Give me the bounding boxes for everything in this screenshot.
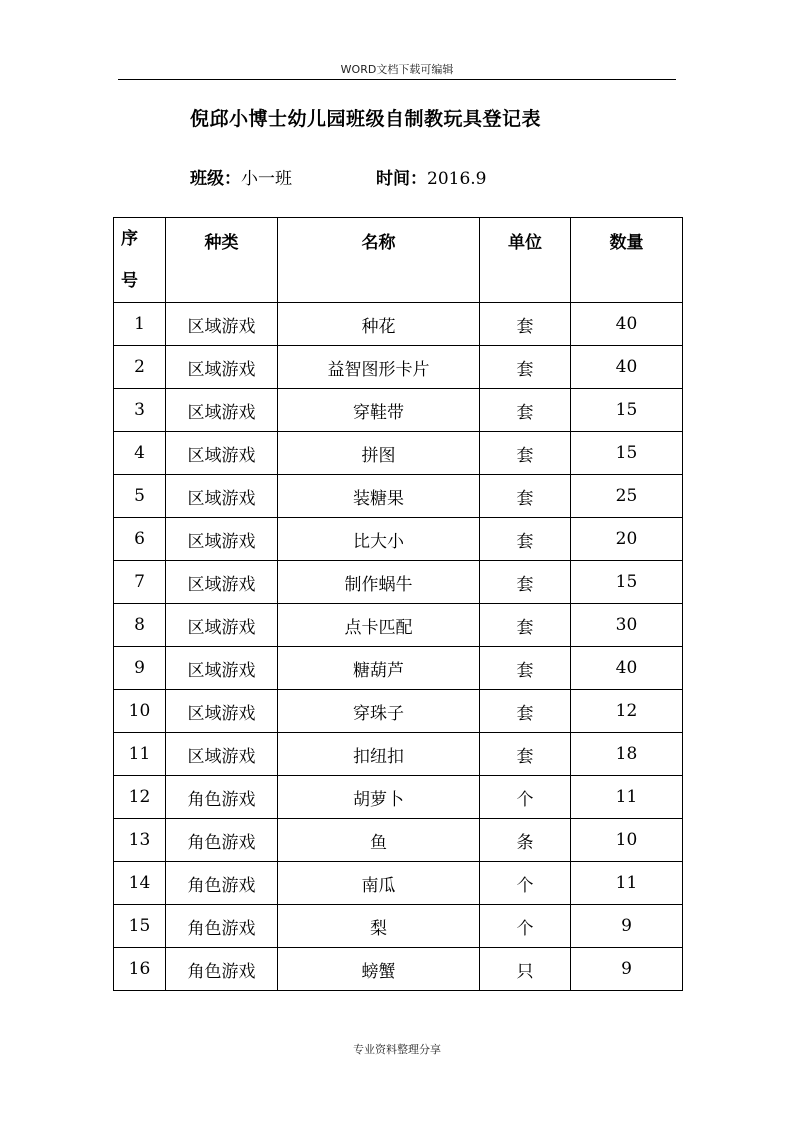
cell-seq: 11	[114, 733, 166, 776]
cell-type: 角色游戏	[166, 862, 278, 905]
table-header-row	[114, 218, 683, 303]
table-row	[114, 690, 683, 733]
cell-type: 区域游戏	[166, 561, 278, 604]
cell-seq: 16	[114, 948, 166, 991]
cell-seq: 2	[114, 346, 166, 389]
cell-name: 益智图形卡片	[278, 346, 480, 389]
cell-name: 扣纽扣	[278, 733, 480, 776]
cell-type: 区域游戏	[166, 303, 278, 346]
cell-seq: 6	[114, 518, 166, 561]
cell-seq: 4	[114, 432, 166, 475]
cell-qty: 15	[571, 432, 683, 475]
table-row	[114, 733, 683, 776]
table-row	[114, 776, 683, 819]
cell-seq: 5	[114, 475, 166, 518]
cell-qty: 9	[571, 948, 683, 991]
cell-name: 种花	[278, 303, 480, 346]
class-label: 班级：	[190, 169, 241, 189]
cell-unit: 套	[480, 518, 571, 561]
cell-name: 穿珠子	[278, 690, 480, 733]
cell-seq: 7	[114, 561, 166, 604]
time-group	[376, 164, 486, 189]
cell-qty: 10	[571, 819, 683, 862]
cell-qty: 11	[571, 862, 683, 905]
table-row	[114, 303, 683, 346]
cell-name: 南瓜	[278, 862, 480, 905]
cell-type: 区域游戏	[166, 604, 278, 647]
cell-unit: 套	[480, 432, 571, 475]
cell-qty: 40	[571, 303, 683, 346]
cell-unit: 个	[480, 776, 571, 819]
cell-name: 点卡匹配	[278, 604, 480, 647]
cell-unit: 套	[480, 389, 571, 432]
cell-qty: 9	[571, 905, 683, 948]
table-row	[114, 862, 683, 905]
cell-unit: 套	[480, 733, 571, 776]
page-header: WORD文档下载可编辑	[340, 63, 454, 76]
cell-qty: 11	[571, 776, 683, 819]
cell-unit: 套	[480, 475, 571, 518]
table-row	[114, 561, 683, 604]
header-rule	[118, 79, 676, 80]
cell-type: 区域游戏	[166, 647, 278, 690]
cell-seq: 13	[114, 819, 166, 862]
cell-type: 角色游戏	[166, 819, 278, 862]
table-row	[114, 389, 683, 432]
cell-unit: 套	[480, 604, 571, 647]
cell-type: 角色游戏	[166, 776, 278, 819]
time-value: 2016.9	[427, 169, 487, 189]
cell-unit: 套	[480, 690, 571, 733]
table-row	[114, 604, 683, 647]
cell-name: 比大小	[278, 518, 480, 561]
header-type: 种类	[166, 218, 278, 303]
cell-unit: 套	[480, 561, 571, 604]
cell-name: 拼图	[278, 432, 480, 475]
time-label: 时间：	[376, 169, 427, 189]
page-footer: 专业资料整理分享	[353, 1043, 441, 1056]
cell-type: 区域游戏	[166, 690, 278, 733]
table-row	[114, 647, 683, 690]
cell-type: 区域游戏	[166, 475, 278, 518]
toy-register-table	[113, 217, 683, 991]
class-time-line	[190, 164, 487, 189]
cell-qty: 40	[571, 346, 683, 389]
cell-name: 糖葫芦	[278, 647, 480, 690]
cell-type: 区域游戏	[166, 518, 278, 561]
cell-type: 角色游戏	[166, 905, 278, 948]
cell-seq: 14	[114, 862, 166, 905]
table-row	[114, 346, 683, 389]
header-name: 名称	[278, 218, 480, 303]
cell-unit: 只	[480, 948, 571, 991]
cell-seq: 12	[114, 776, 166, 819]
table-row	[114, 948, 683, 991]
cell-seq: 15	[114, 905, 166, 948]
cell-qty: 20	[571, 518, 683, 561]
cell-qty: 12	[571, 690, 683, 733]
cell-name: 装糖果	[278, 475, 480, 518]
cell-seq: 8	[114, 604, 166, 647]
cell-name: 穿鞋带	[278, 389, 480, 432]
cell-unit: 套	[480, 346, 571, 389]
cell-name: 梨	[278, 905, 480, 948]
cell-qty: 15	[571, 389, 683, 432]
cell-unit: 套	[480, 303, 571, 346]
cell-type: 区域游戏	[166, 432, 278, 475]
table-row	[114, 432, 683, 475]
table-row	[114, 475, 683, 518]
cell-unit: 个	[480, 905, 571, 948]
cell-name: 螃蟹	[278, 948, 480, 991]
cell-qty: 40	[571, 647, 683, 690]
cell-qty: 15	[571, 561, 683, 604]
cell-unit: 套	[480, 647, 571, 690]
cell-unit: 个	[480, 862, 571, 905]
cell-type: 角色游戏	[166, 948, 278, 991]
cell-seq: 3	[114, 389, 166, 432]
cell-type: 区域游戏	[166, 733, 278, 776]
cell-qty: 30	[571, 604, 683, 647]
cell-unit: 条	[480, 819, 571, 862]
cell-name: 鱼	[278, 819, 480, 862]
class-value: 小一班	[241, 169, 292, 189]
document-title: 倪邱小博士幼儿园班级自制教玩具登记表	[190, 108, 542, 130]
header-unit: 单位	[480, 218, 571, 303]
table-row	[114, 518, 683, 561]
header-seq: 序 号	[114, 218, 166, 303]
table-row	[114, 819, 683, 862]
table-row	[114, 905, 683, 948]
cell-name: 胡萝卜	[278, 776, 480, 819]
cell-qty: 18	[571, 733, 683, 776]
cell-seq: 10	[114, 690, 166, 733]
cell-seq: 1	[114, 303, 166, 346]
cell-name: 制作蜗牛	[278, 561, 480, 604]
cell-qty: 25	[571, 475, 683, 518]
cell-seq: 9	[114, 647, 166, 690]
cell-type: 区域游戏	[166, 389, 278, 432]
cell-type: 区域游戏	[166, 346, 278, 389]
header-qty: 数量	[571, 218, 683, 303]
